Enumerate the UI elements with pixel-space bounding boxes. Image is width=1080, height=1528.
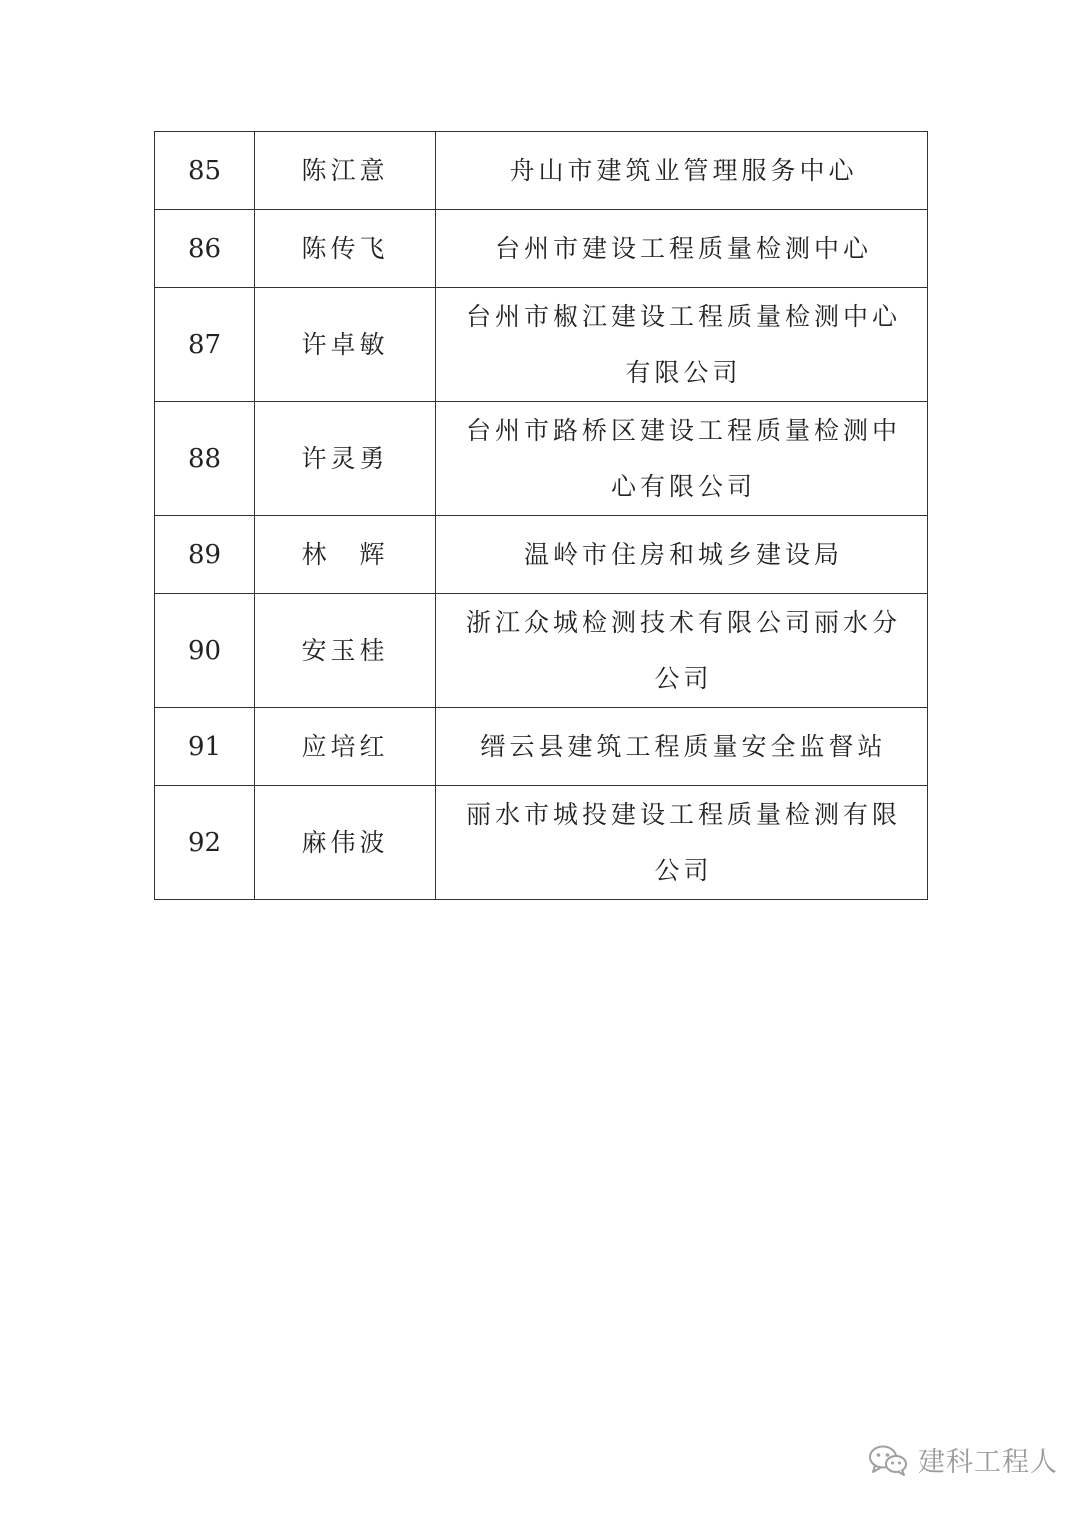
- table-row: [155, 210, 928, 288]
- organization: 丽水市城投建设工程质量检测有限公司: [436, 786, 928, 900]
- table-row: [155, 594, 928, 708]
- person-name: 陈传飞: [255, 210, 436, 288]
- person-name: 许卓敏: [255, 288, 436, 402]
- organization: 舟山市建筑业管理服务中心: [436, 132, 928, 210]
- organization: 缙云县建筑工程质量安全监督站: [436, 708, 928, 786]
- row-number: 86: [155, 210, 255, 288]
- person-name: 应培红: [255, 708, 436, 786]
- organization: 台州市椒江建设工程质量检测中心有限公司: [436, 288, 928, 402]
- wechat-icon: [868, 1443, 908, 1477]
- table-row: [155, 516, 928, 594]
- table-row: [155, 708, 928, 786]
- person-name: 陈江意: [255, 132, 436, 210]
- organization: 台州市路桥区建设工程质量检测中心有限公司: [436, 402, 928, 516]
- watermark: [868, 1440, 1058, 1479]
- watermark-text: 建科工程人: [918, 1447, 1058, 1478]
- person-name: 许灵勇: [255, 402, 436, 516]
- table-row: [155, 132, 928, 210]
- row-number: 88: [155, 402, 255, 516]
- table-row: [155, 402, 928, 516]
- row-number: 87: [155, 288, 255, 402]
- row-number: 90: [155, 594, 255, 708]
- organization: 温岭市住房和城乡建设局: [436, 516, 928, 594]
- row-number: 91: [155, 708, 255, 786]
- personnel-table: [154, 131, 928, 900]
- row-number: 85: [155, 132, 255, 210]
- table-row: [155, 288, 928, 402]
- organization: 台州市建设工程质量检测中心: [436, 210, 928, 288]
- person-name: 安玉桂: [255, 594, 436, 708]
- table-row: [155, 786, 928, 900]
- person-name: 林 辉: [255, 516, 436, 594]
- organization: 浙江众城检测技术有限公司丽水分公司: [436, 594, 928, 708]
- row-number: 89: [155, 516, 255, 594]
- row-number: 92: [155, 786, 255, 900]
- person-name: 麻伟波: [255, 786, 436, 900]
